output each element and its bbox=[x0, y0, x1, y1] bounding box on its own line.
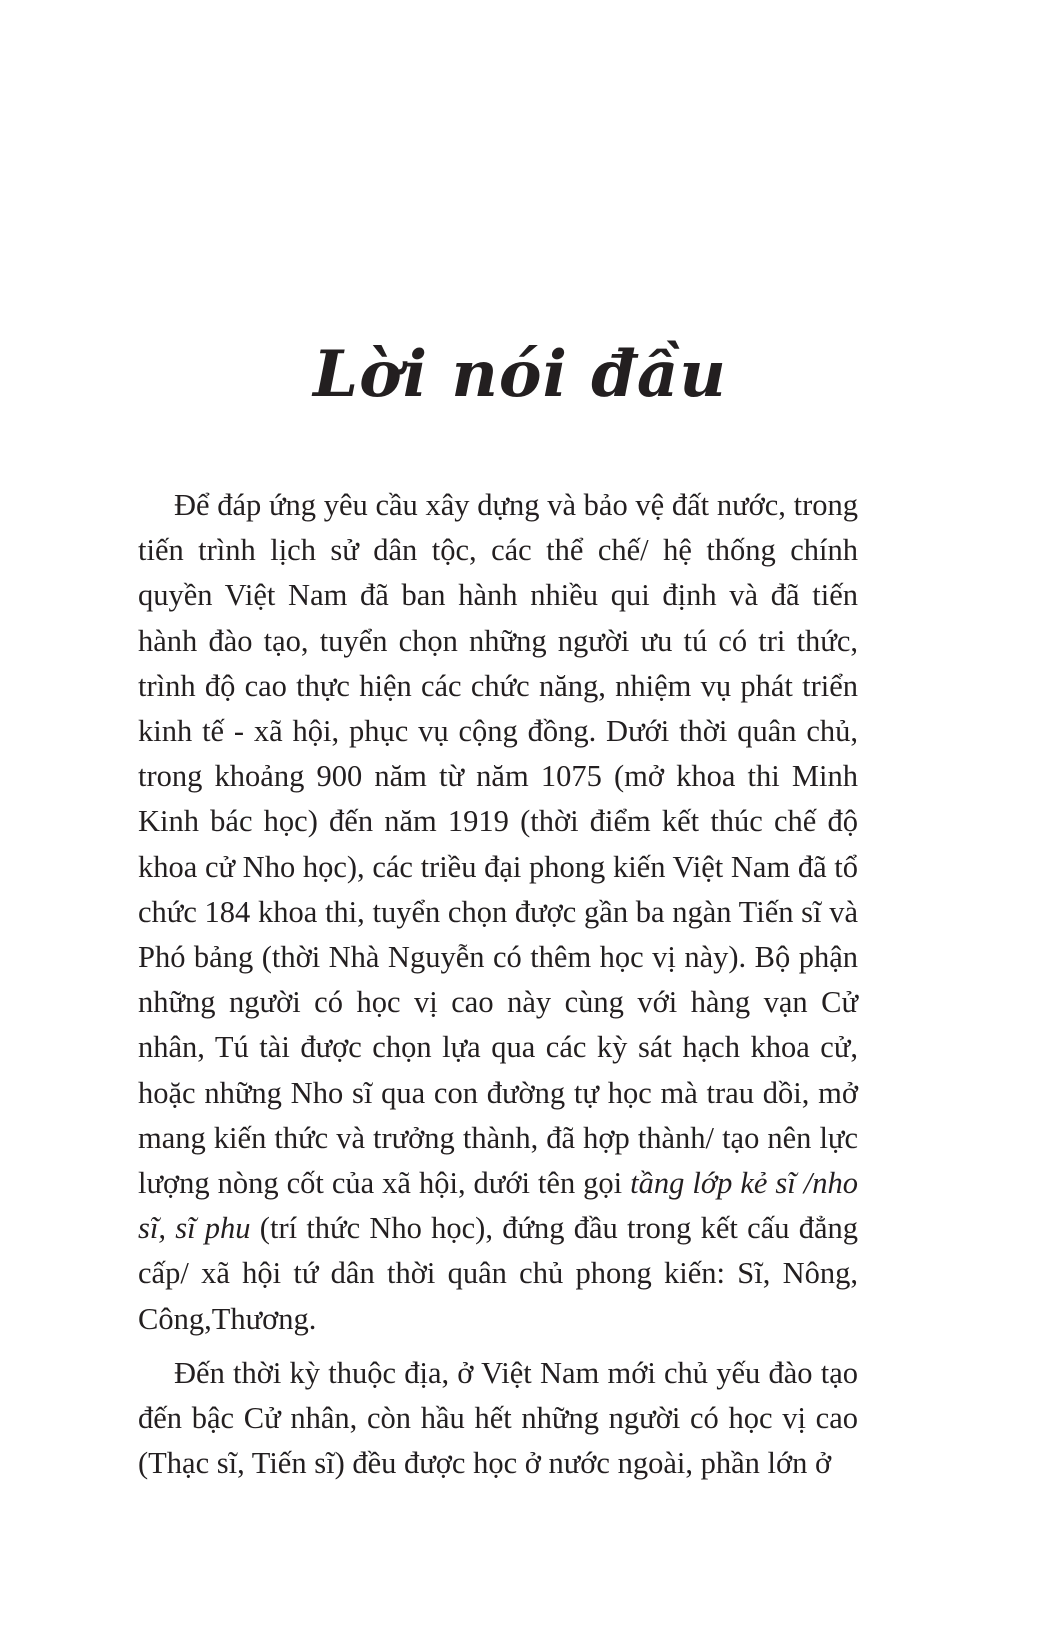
paragraph-1-part-2: (trí thức Nho học), đứng đầu trong kết cấu đẳng cấp/ xã hội tứ dân thời quân chủ phong kiến: Sĩ, Nông, Công,Thương. bbox=[138, 1211, 858, 1336]
chapter-title: Lời nói đầu bbox=[313, 337, 727, 412]
paragraph-2: Đến thời kỳ thuộc địa, ở Việt Nam mới chủ yếu đào tạo đến bậc Cử nhân, còn hầu hết những người có học vị cao (Thạc sĩ, Tiến sĩ) đều được học ở nước ngoài, phần lớn ở bbox=[138, 1355, 858, 1481]
body-text bbox=[138, 483, 858, 1495]
paragraph-1-part-1: Để đáp ứng yêu cầu xây dựng và bảo vệ đất nước, trong tiến trình lịch sử dân tộc, các thể chế/ hệ thống chính quyền Việt Nam đã ban hành nhiều qui định và đã tiến hành đào tạo, tuyển chọn những người ưu tú có tri thức, trình độ cao thực hiện các chức năng, nhiệm vụ phát triển kinh tế - xã hội, phục vụ cộng đồng. Dưới thời quân chủ, trong khoảng 900 năm từ năm 1075 (mở khoa thi Minh Kinh bác học) đến năm 1919 (thời điểm kết thúc chế độ khoa cử Nho học), các triều đại phong kiến Việt Nam đã tổ chức 184 khoa thi, tuyển chọn được gần ba ngàn Tiến sĩ và Phó bảng (thời Nhà Nguyễn có thêm học vị này). Bộ phận những người có học vị cao này cùng với hàng vạn Cử nhân, Tú tài được chọn lựa qua các kỳ sát hạch khoa cử, hoặc những Nho sĩ qua con đường tự học mà trau dồi, mở mang kiến thức và trưởng thành, đã hợp thành/ tạo nên lực lượng nòng cốt của xã hội, dưới tên gọi bbox=[138, 488, 858, 1201]
paragraph-1 bbox=[138, 483, 858, 1342]
paragraph-1-italic-term: tầng lớp kẻ sĩ /nho sĩ, sĩ phu bbox=[138, 1166, 858, 1246]
